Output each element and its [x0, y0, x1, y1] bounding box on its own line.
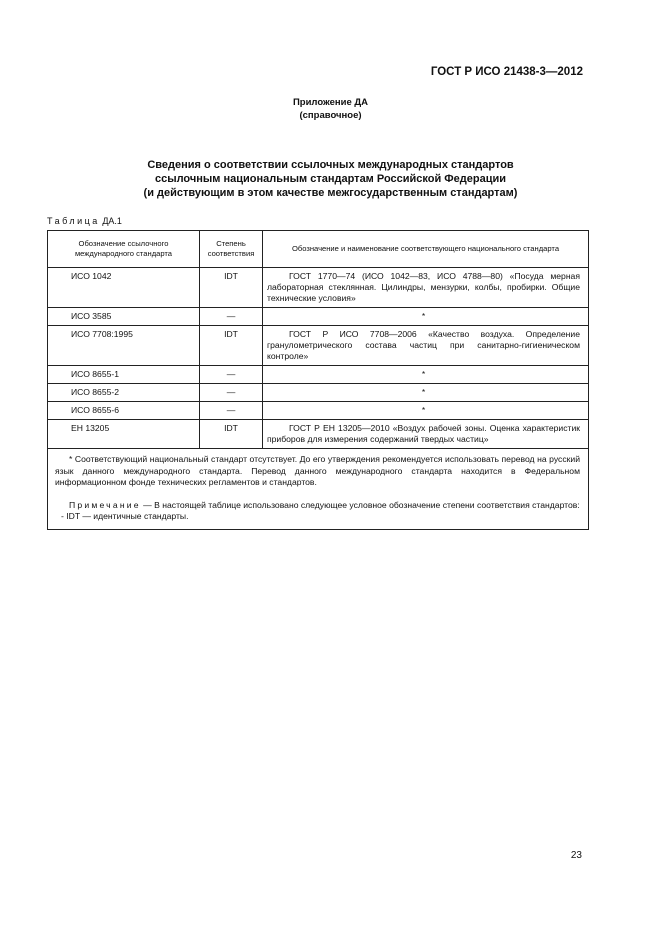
cell-national: *	[263, 366, 589, 384]
cell-degree: IDT	[200, 268, 263, 308]
cell-national: *	[263, 384, 589, 402]
note-text: — В настоящей таблице использовано следующее условное обозначение степени соответствия стандартов:	[143, 499, 580, 510]
cell-degree: —	[200, 366, 263, 384]
table-row	[48, 384, 589, 402]
document-title	[0, 158, 661, 200]
footnote: * Соответствующий национальный стандарт отсутствует. До его утверждения рекомендуется использовать перевод на русский язык данного международного стандарта. Перевод данного международного стандарта находится в Федеральном информационном фонде технических регламентов и стандартов.	[55, 454, 580, 487]
appendix-subtitle: (справочное)	[299, 110, 362, 121]
table-row	[48, 326, 589, 366]
cell-intl: ИСО 8655-2	[48, 384, 200, 402]
header-intl-standard: Обозначение ссылочного международного стандарта	[48, 231, 200, 268]
header-degree: Степень соответствия	[200, 231, 263, 268]
cell-intl: ИСО 8655-1	[48, 366, 200, 384]
table-row	[48, 308, 589, 326]
note-item: - IDT — идентичные стандарты.	[61, 511, 189, 521]
cell-degree: —	[200, 308, 263, 326]
cell-degree: —	[200, 402, 263, 420]
cell-intl: ЕН 13205	[48, 420, 200, 449]
standard-code: ГОСТ Р ИСО 21438-3—2012	[430, 66, 583, 78]
table-label	[47, 216, 122, 226]
cell-national-text: ГОСТ 1770—74 (ИСО 1042—83, ИСО 4788—80) «Посуда мерная лабораторная стеклянная. Цилиндры, мензурки, колбы, пробирки. Общие технические условия»	[267, 271, 580, 303]
cell-intl: ИСО 1042	[48, 268, 200, 308]
cell-degree: IDT	[200, 420, 263, 449]
table-footer	[48, 449, 589, 530]
table-label-number: ДА.1	[102, 216, 122, 226]
cell-degree: IDT	[200, 326, 263, 366]
cell-national: *	[263, 402, 589, 420]
cell-national-text: ГОСТ Р ИСО 7708—2006 «Качество воздуха. Определение гранулометрического состава частиц при санитарно-гигиеническом контроле»	[267, 329, 580, 361]
cell-national: *	[263, 308, 589, 326]
title-line: ссылочным национальным стандартам Российской Федерации	[154, 173, 507, 185]
table-row	[48, 268, 589, 308]
table-row	[48, 420, 589, 449]
title-line: Сведения о соответствии ссылочных международных стандартов	[147, 159, 514, 171]
cell-degree: —	[200, 384, 263, 402]
table-row	[48, 402, 589, 420]
table-header-row	[48, 231, 589, 268]
cell-national	[263, 268, 589, 308]
appendix-heading	[0, 96, 661, 122]
cell-national	[263, 326, 589, 366]
title-line: (и действующим в этом качестве межгосударственным стандартам)	[143, 187, 518, 199]
note	[55, 500, 580, 512]
appendix-title: Приложение ДА	[292, 97, 369, 108]
table-label-word: Таблица	[47, 216, 100, 226]
cell-intl: ИСО 7708:1995	[48, 326, 200, 366]
cell-national	[263, 420, 589, 449]
table-row	[48, 366, 589, 384]
standards-table	[47, 230, 589, 530]
cell-intl: ИСО 3585	[48, 308, 200, 326]
cell-intl: ИСО 8655-6	[48, 402, 200, 420]
table-footer-row	[48, 449, 589, 530]
page-number: 23	[570, 850, 582, 861]
header-national-standard: Обозначение и наименование соответствующего национального стандарта	[263, 231, 589, 268]
note-label: Примечание	[69, 499, 141, 510]
cell-national-text: ГОСТ Р ЕН 13205—2010 «Воздух рабочей зоны. Оценка характеристик приборов для измерения содержаний твердых частиц»	[267, 423, 580, 444]
